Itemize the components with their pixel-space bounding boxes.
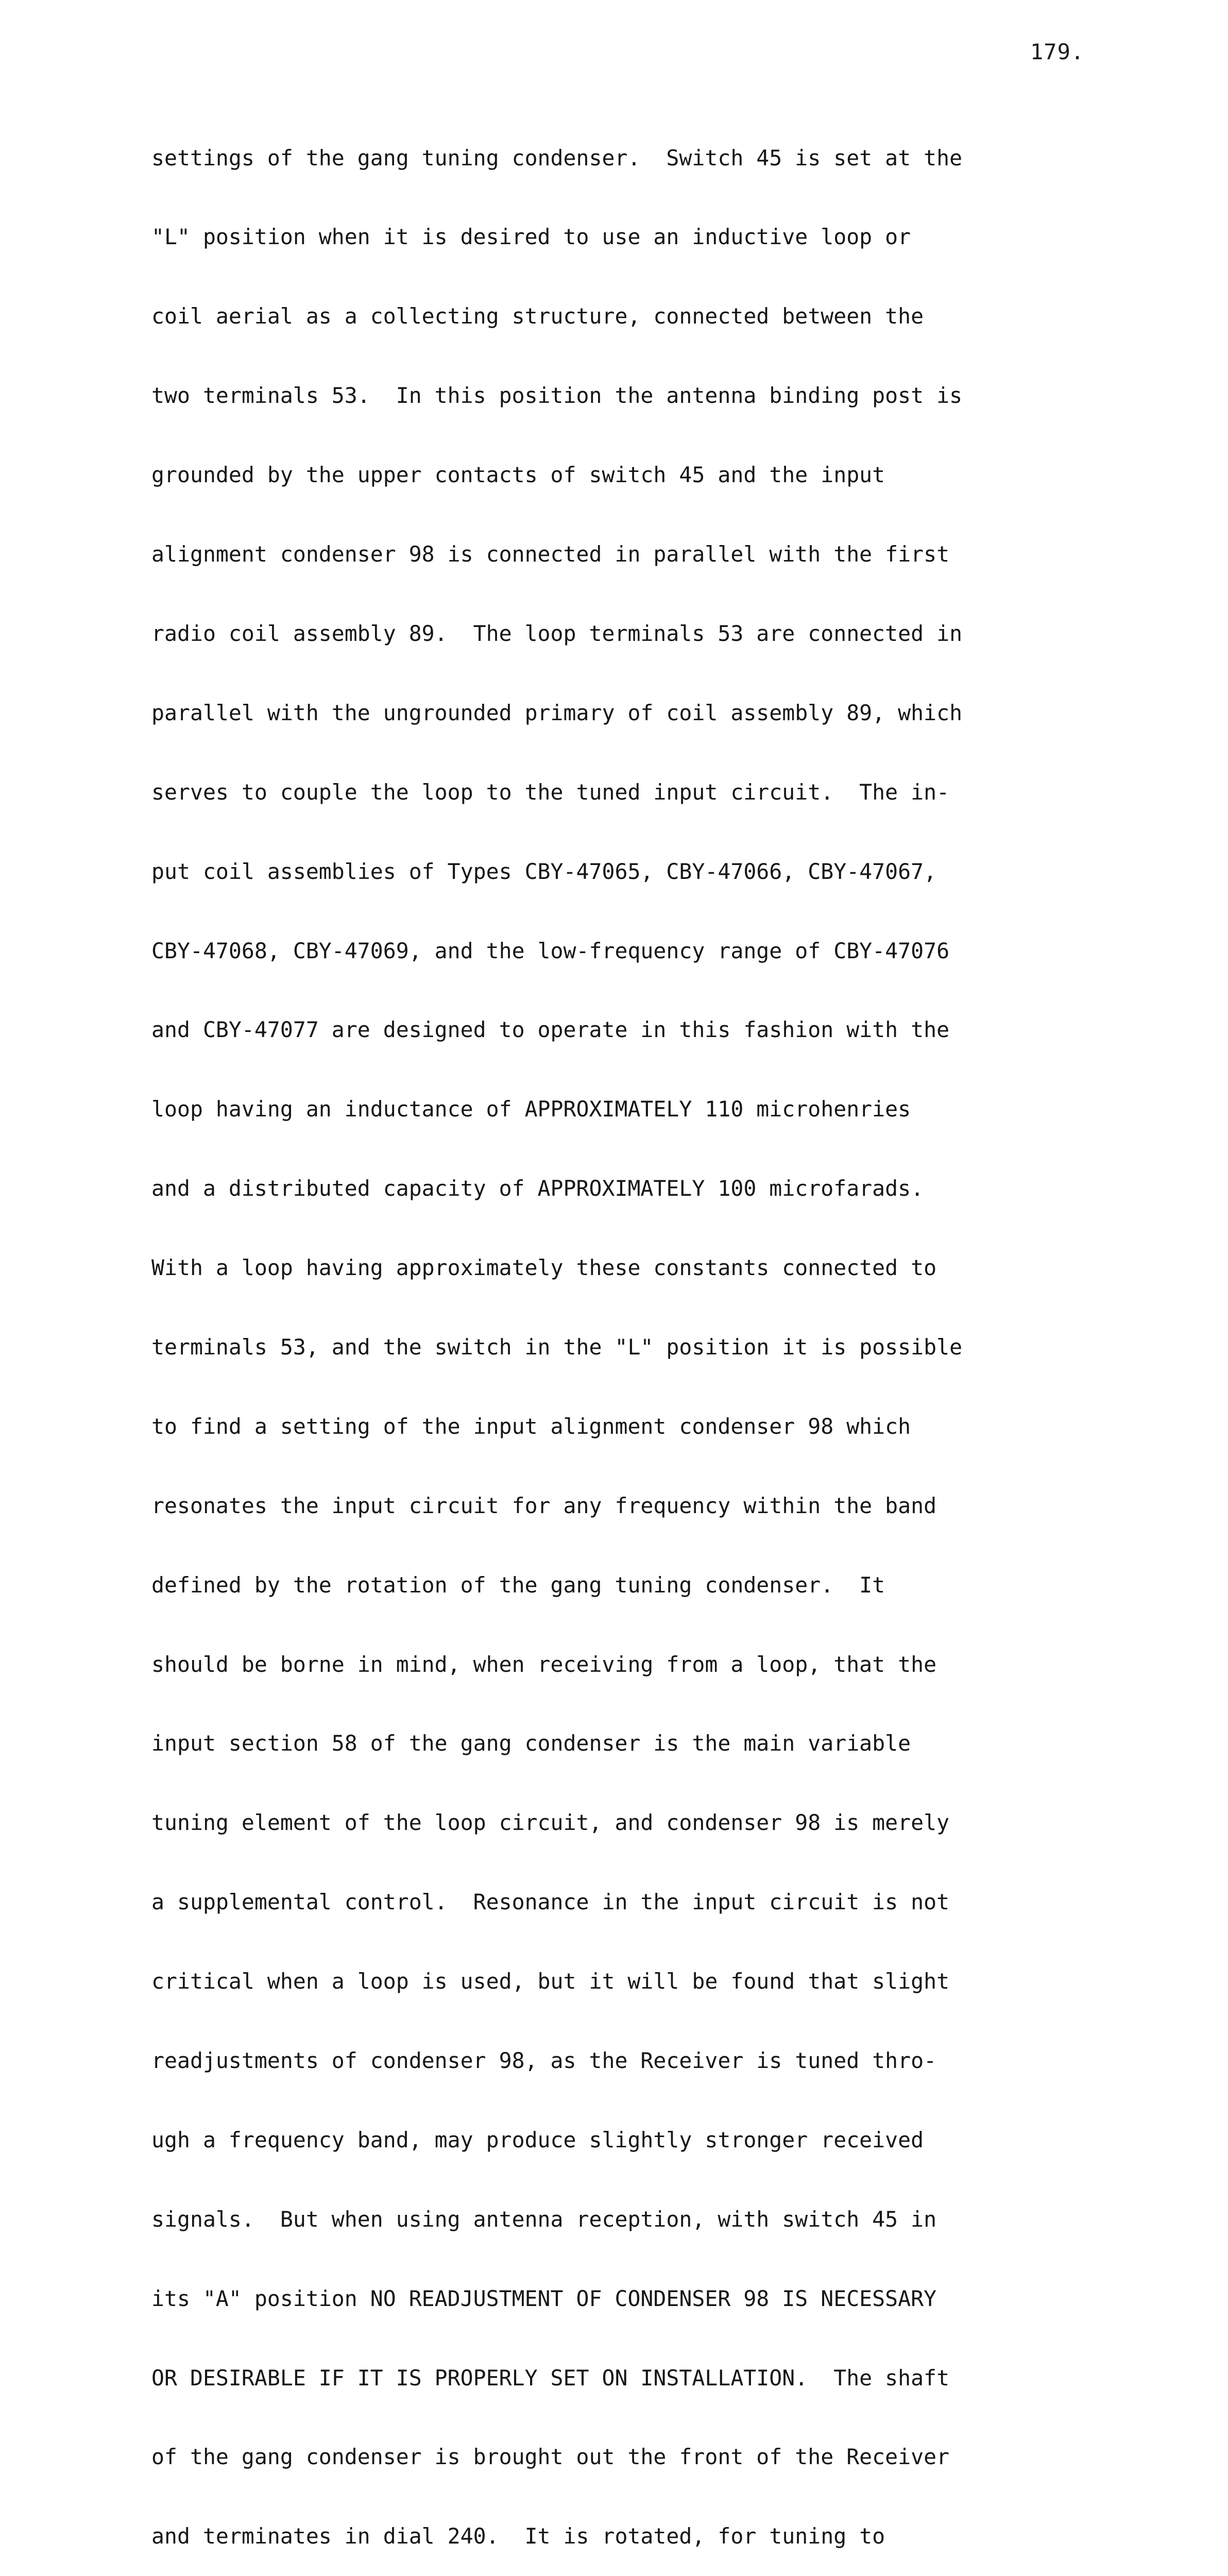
text-line: to find a setting of the input alignment condenser 98 which [151,1413,911,1439]
text-line: terminals 53, and the switch in the "L" position it is possible [151,1334,963,1360]
text-line: and terminates in dial 240. It is rotated, for tuning to [151,2523,885,2549]
text-line: ugh a frequency band, may produce slightly stronger received [151,2127,924,2153]
text-line: alignment condenser 98 is connected in parallel with the first [151,541,950,567]
text-line: With a loop having approximately these constants connected to [151,1255,937,1281]
text-line: signals. But when using antenna reception, with switch 45 in [151,2206,937,2232]
text-line: and CBY-47077 are designed to operate in this fashion with the [151,1017,950,1043]
text-line: loop having an inductance of APPROXIMATELY 110 microhenries [151,1096,911,1122]
text-line: two terminals 53. In this position the antenna binding post is [151,383,963,409]
page-number: 179. [1030,39,1085,64]
text-line: and a distributed capacity of APPROXIMATELY 100 microfarads. [151,1176,924,1201]
text-line: readjustments of condenser 98, as the Receiver is tuned thro- [151,2047,937,2073]
text-line: critical when a loop is used, but it will be found that slight [151,1969,950,1994]
text-line: tuning element of the loop circuit, and condenser 98 is merely [151,1810,950,1836]
text-line: coil aerial as a collecting structure, connected between the [151,303,924,329]
text-line: CBY-47068, CBY-47069, and the low-frequency range of CBY-47076 [151,938,950,963]
text-line: "L" position when it is desired to use an inductive loop or [151,224,911,250]
text-line: put coil assemblies of Types CBY-47065, CBY-47066, CBY-47067, [151,858,937,884]
text-line: should be borne in mind, when receiving from a loop, that the [151,1651,937,1677]
text-line: settings of the gang tuning condenser. Switch 45 is set at the [151,145,963,171]
text-line: grounded by the upper contacts of switch 45 and the input [151,462,885,488]
text-line: resonates the input circuit for any frequency within the band [151,1493,937,1518]
text-line: a supplemental control. Resonance in the input circuit is not [151,1889,950,1915]
text-line: OR DESIRABLE IF IT IS PROPERLY SET ON INSTALLATION. The shaft [151,2365,950,2391]
text-line: of the gang condenser is brought out the front of the Receiver [151,2444,950,2470]
text-line: its "A" position NO READJUSTMENT OF CONDENSER 98 IS NECESSARY [151,2285,937,2311]
text-line: defined by the rotation of the gang tuning condenser. It [151,1572,885,1598]
text-line: radio coil assembly 89. The loop terminals 53 are connected in [151,620,963,646]
text-line: serves to couple the loop to the tuned input circuit. The in- [151,779,950,805]
body-text [151,92,1213,2576]
text-line: input section 58 of the gang condenser is the main variable [151,1731,911,1756]
text-line: parallel with the ungrounded primary of coil assembly 89, which [151,700,963,725]
